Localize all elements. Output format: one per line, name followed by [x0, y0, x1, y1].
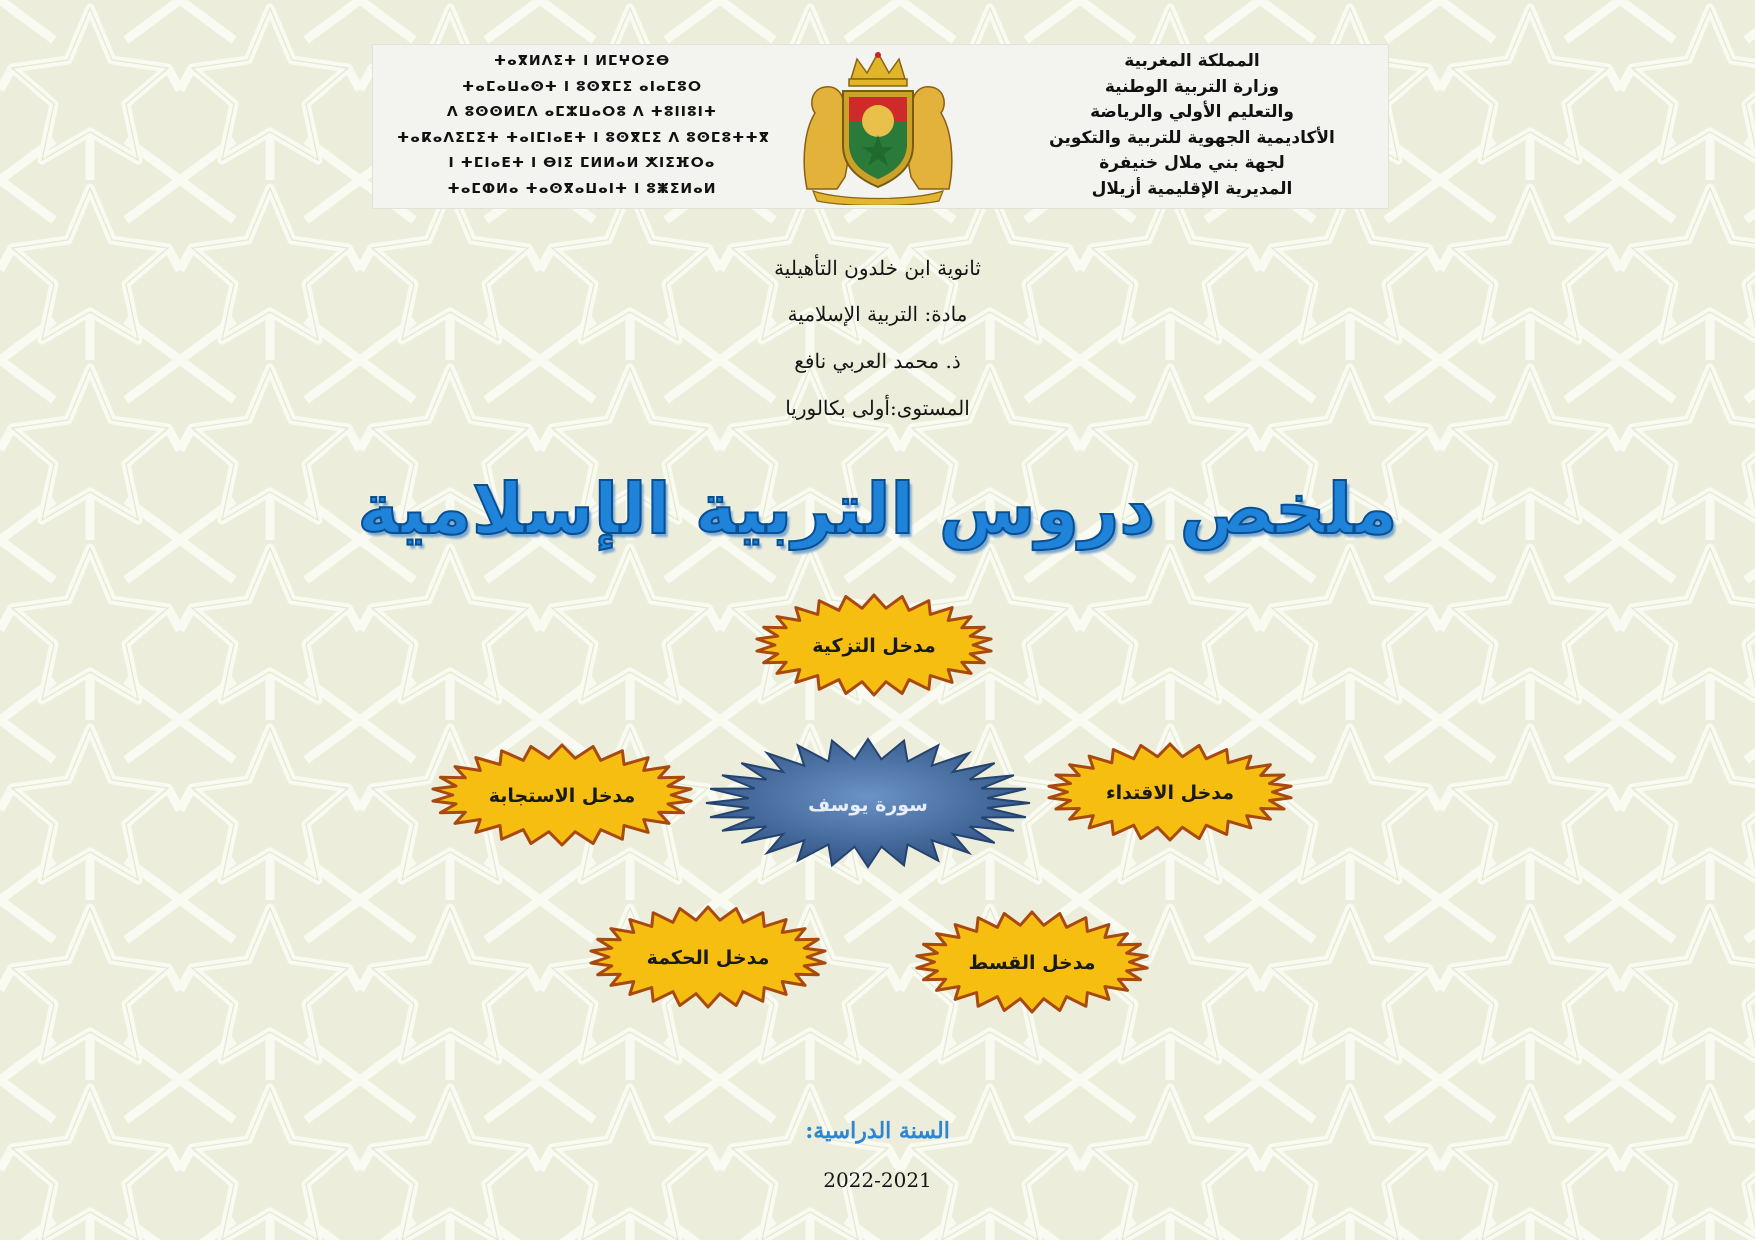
school-year: 2022-2021 — [823, 1168, 932, 1192]
burst-tazkiya-label: مدخل التزكية — [812, 635, 936, 657]
header-tf-line: ⴷ ⵓⵙⵙⵍⵎⴷ ⴰⵎⵣⵡⴰⵔⵓ ⴷ ⵜⵓⵏⵏⵓⵏⵜ — [446, 104, 718, 120]
header-ar-line: وزارة التربية الوطنية — [1104, 76, 1280, 97]
page-title: ملخص دروس التربية الإسلامية — [357, 468, 1398, 550]
subject-line: مادة: التربية الإسلامية — [787, 302, 968, 326]
header-tf-line: ⵏ ⵜⵎⵏⴰⴹⵜ ⵏ ⴱⵏⵉ ⵎⵍⵍⴰⵍ ⵅⵏⵉⴼⵔⴰ — [448, 155, 716, 171]
burst-hikma-label: مدخل الحكمة — [646, 947, 770, 969]
header-tf-line: ⵜⴰⵎⴰⵡⴰⵙⵜ ⵏ ⵓⵙⴳⵎⵉ ⴰⵏⴰⵎⵓⵔ — [462, 78, 702, 95]
school-name: ثانوية ابن خلدون التأهيلية — [774, 256, 981, 280]
header-ar-line: المملكة المغربية — [1124, 51, 1260, 71]
school-year-label: السنة الدراسية: — [805, 1118, 950, 1144]
level-line: المستوى:أولى بكالوريا — [785, 396, 970, 420]
header-ar-line: المديرية الإقليمية أزيلال — [1091, 178, 1293, 199]
header-tf-line: ⵜⴰⴽⴰⴷⵉⵎⵉⵜ ⵜⴰⵏⵎⵏⴰⴹⵜ ⵏ ⵓⵙⴳⵎⵉ ⴷ ⵓⵙⵎⵓⵜⵜⴳ — [397, 129, 770, 146]
header-tf-line: ⵜⴰⴳⵍⴷⵉⵜ ⵏ ⵍⵎⵖⵔⵉⴱ — [493, 53, 671, 69]
teacher-line: ذ. محمد العربي نافع — [794, 349, 961, 373]
burst-istijaba-label: مدخل الاستجابة — [488, 785, 636, 807]
burst-qist-label: مدخل القسط — [968, 952, 1096, 974]
header-tf-line: ⵜⴰⵎⵀⵍⴰ ⵜⴰⵙⴳⴰⵡⴰⵏⵜ ⵏ ⵓⵥⵉⵍⴰⵍ — [447, 180, 717, 197]
burst-center-label: سورة يوسف — [808, 794, 928, 816]
burst-iqtida-label: مدخل الاقتداء — [1105, 782, 1235, 804]
header-ar-line: الأكاديمية الجهوية للتربية والتكوين — [1049, 127, 1335, 148]
header-ar-line: لجهة بني ملال خنيفرة — [1099, 153, 1285, 173]
header-ar-line: والتعليم الأولي والرياضة — [1090, 102, 1294, 122]
